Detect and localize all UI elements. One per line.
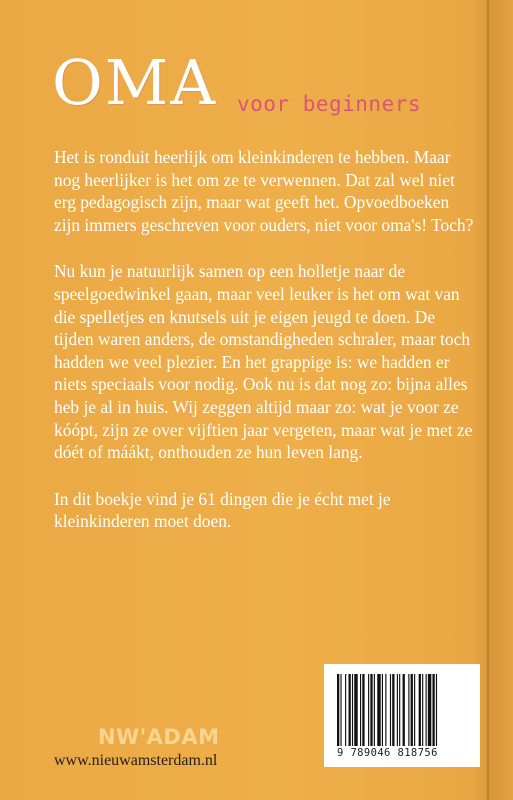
barcode: [324, 664, 480, 767]
title-subtitle: voor beginners: [237, 92, 422, 116]
title: [52, 46, 472, 126]
blurb-paragraph-1: Het is ronduit heerlijk om kleinkinderen te hebben. Maar nog heerlijker is het om ze te verwennen. Dat zal wel niet erg pedagogisch zijn, maar wat geeft het. Opvoedboeken zijn immers geschreven voor ouders, niet voor oma's! Toch?: [54, 147, 474, 235]
blurb-paragraph-2: Nu kun je natuurlijk samen op een holletje naar de speelgoedwinkel gaan, maar veel leuker is het om wat van die spelletjes en knutsels uit je eigen jeugd te doen. De tijden waren anders, de omstandigheden schraler, maar toch hadden we veel plezier. En het grappige is: we hadden er niets speciaals voor nodig. Ook nu is dat nog zo: bijna alles heb je al in huis. Wij zeggen altijd maar zo: wat je voor ze kóópt, zijn ze over vijftien jaar vergeten, maar wat je met ze dóét of máákt, onthouden ze hun leven lang.: [54, 261, 473, 463]
barcode-number: 9 789046 818756: [337, 747, 438, 759]
publisher-logo: NW'ADAM: [98, 725, 220, 749]
barcode-bars: [337, 674, 467, 746]
spine-edge: [486, 0, 490, 800]
title-main: OMA: [52, 46, 218, 119]
publisher-website: www.nieuwamsterdam.nl: [54, 752, 218, 769]
blurb: [54, 146, 474, 557]
blurb-paragraph-3: In dit boekje vind je 61 dingen die je écht met je kleinkinderen moet doen.: [54, 488, 391, 532]
